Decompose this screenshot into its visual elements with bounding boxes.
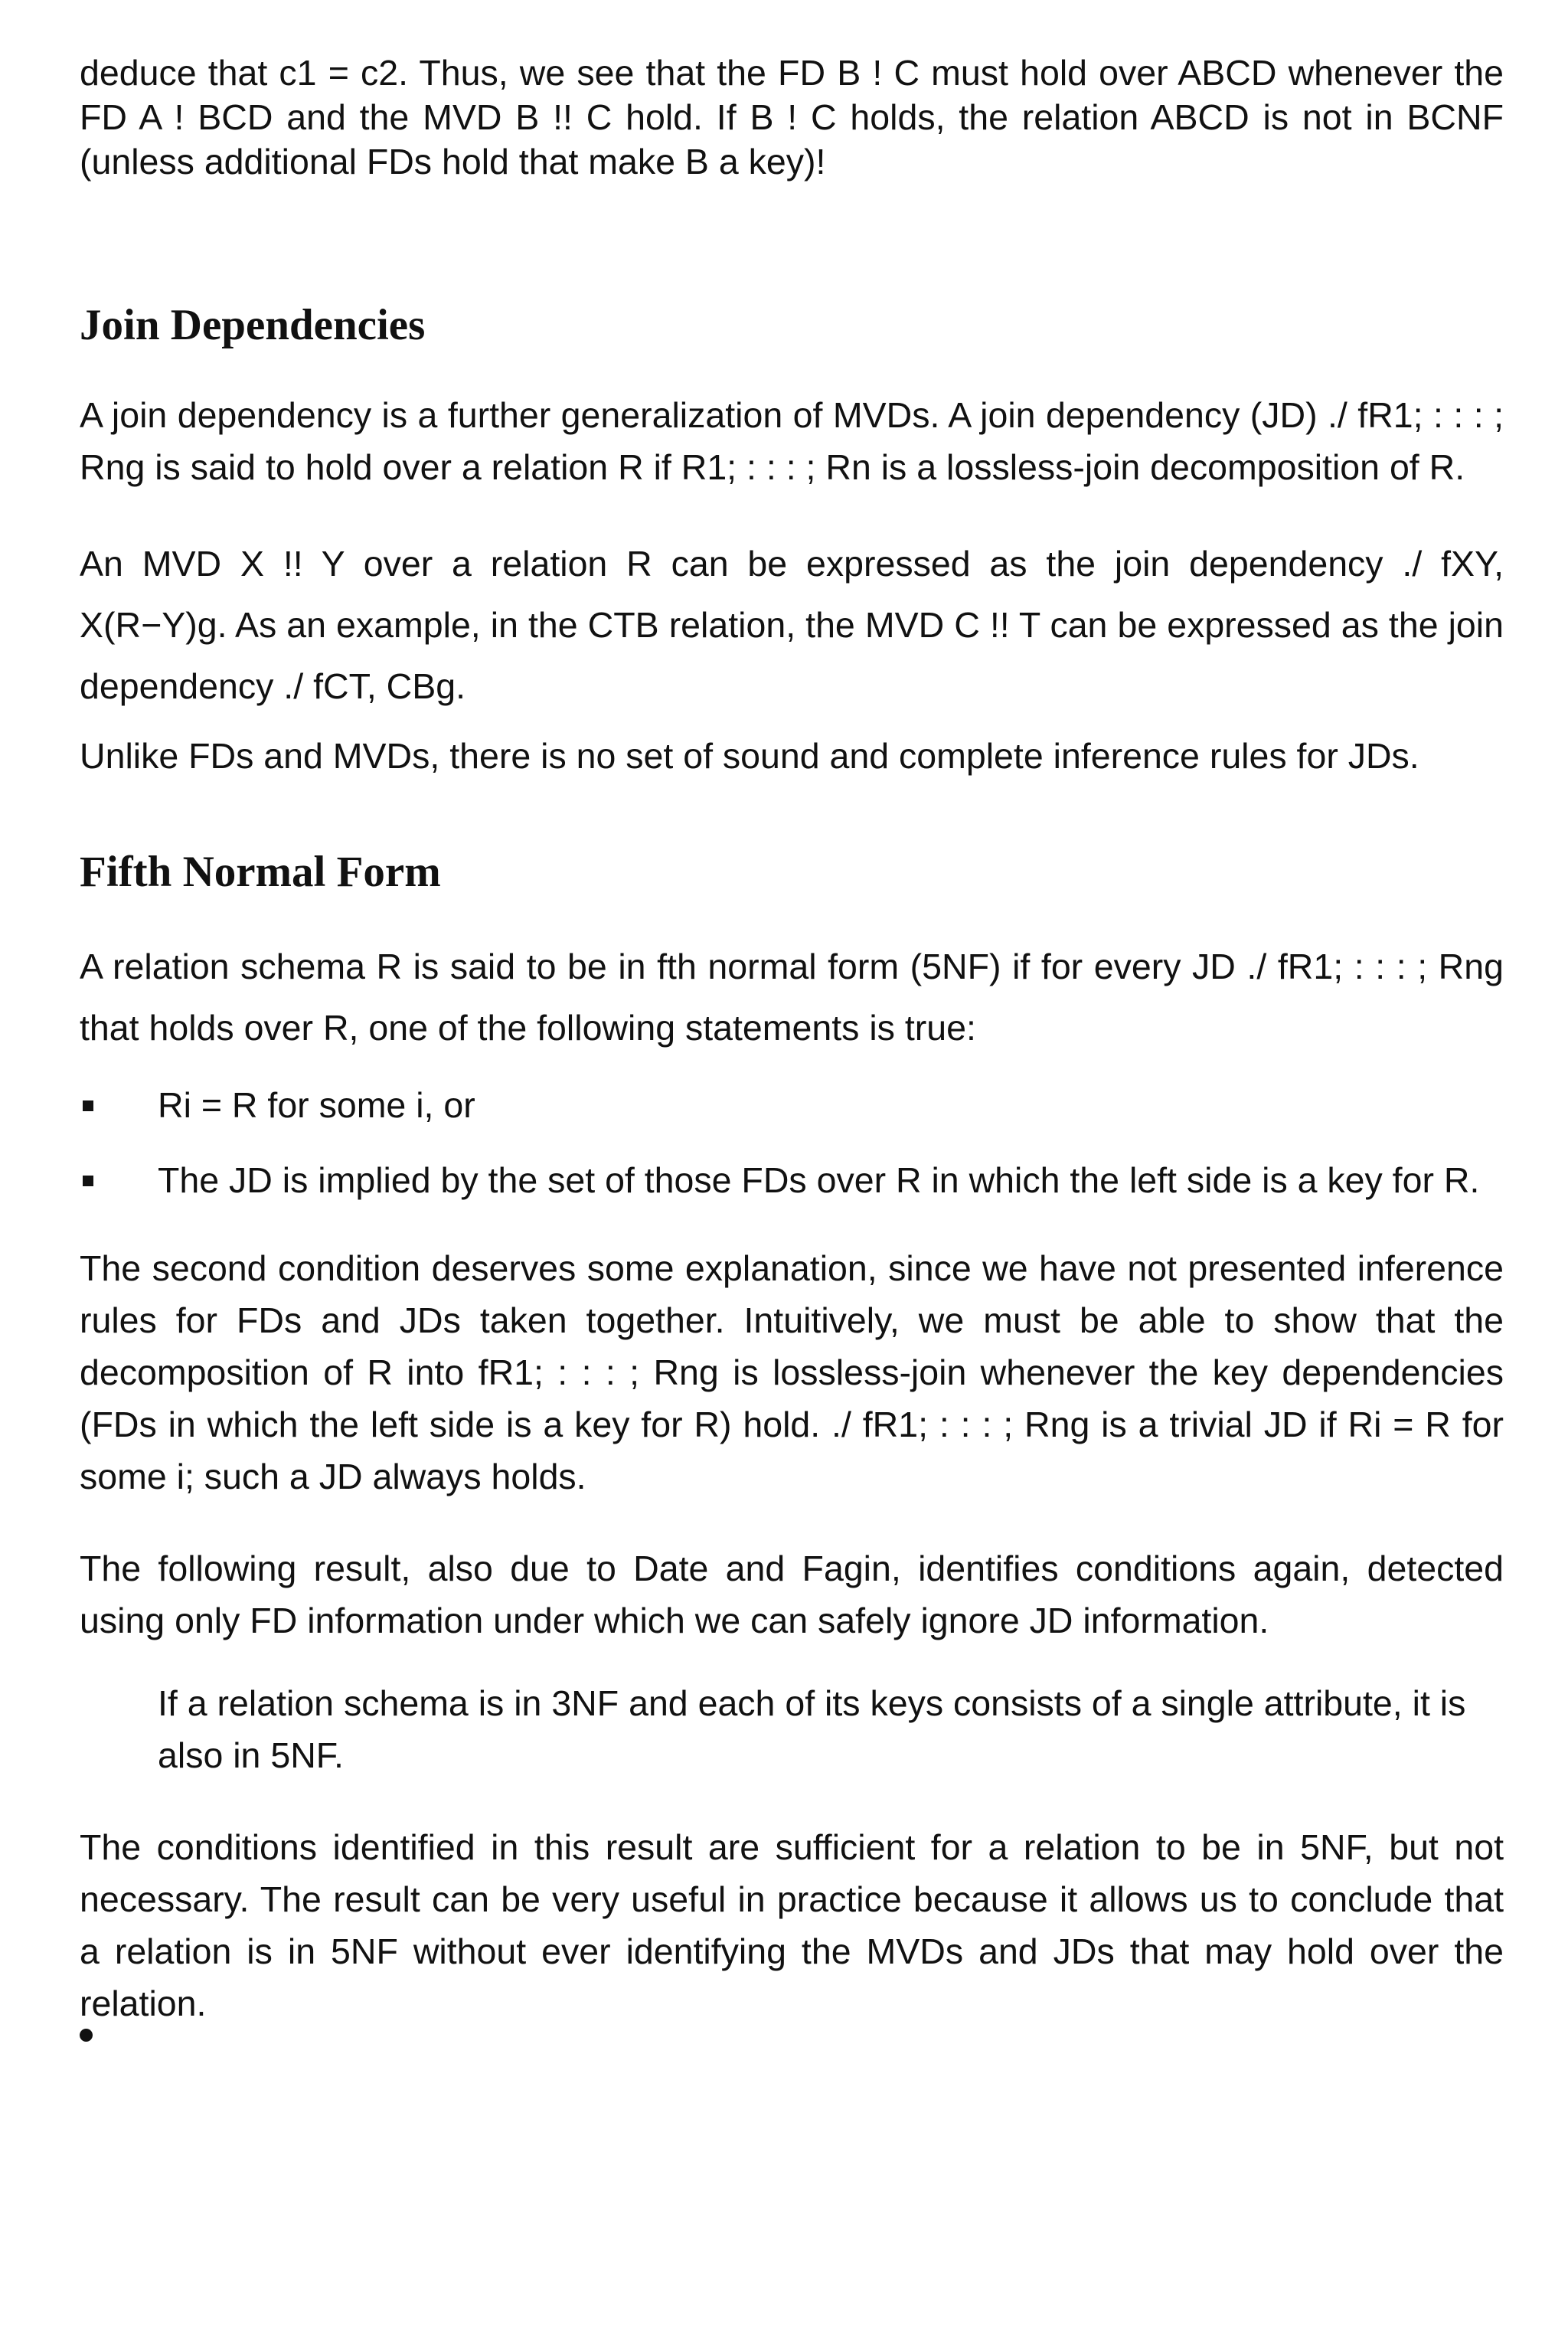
paragraph-result-statement: If a relation schema is in 3NF and each of its keys consists of a single attribute, it is also in 5NF. (158, 1683, 1466, 1775)
paragraph-no-inference-rules: Unlike FDs and MVDs, there is no set of sound and complete inference rules for JDs. (80, 736, 1419, 776)
paragraph-5nf-definition: A relation schema R is said to be in fth normal form (5NF) if for every JD ./ fR1; : : : ; Rng that holds over R, one of the following statements is true: (80, 947, 1504, 1048)
condition-list (80, 1083, 1504, 1202)
paragraph-jd-definition: A join dependency is a further generalization of MVDs. A join dependency (JD) ./ fR1; : : : ; Rng is said to hold over a relation R if R1; : : : ; Rn is a lossless-join decomposition of R. (80, 395, 1504, 487)
square-bullet-icon (83, 1100, 93, 1111)
list-item-text: The JD is implied by the set of those FDs over R in which the left side is a key for R. (158, 1160, 1480, 1200)
paragraph-date-fagin: The following result, also due to Date and Fagin, identifies conditions again, detected using only FD information under which we can safely ignore JD information. (80, 1548, 1504, 1640)
list-item (80, 1083, 1504, 1127)
heading-join-dependencies: Join Dependencies (80, 301, 426, 349)
document-page (80, 51, 1504, 2029)
paragraph-conclusion: The conditions identified in this result are sufficient for a relation to be in 5NF, but not necessary. The result can be very useful in practice because it allows us to conclude that a relation is in 5NF without ever identifying the MVDs and JDs that may hold over the relation. (80, 1827, 1504, 2023)
paragraph-second-condition: The second condition deserves some explanation, since we have not presented inference rules for FDs and JDs taken together. Intuitively, we must be able to show that the decomposition of R into fR1; : : : ; Rng is lossless-join whenever the key dependencies (FDs in which the left side is a key for R) hold. ./ fR1; : : : ; Rng is a trivial JD if Ri = R for some i; such a JD always holds. (80, 1248, 1504, 1496)
heading-fifth-normal-form: Fifth Normal Form (80, 848, 441, 896)
square-bullet-icon (83, 1176, 93, 1186)
list-item (80, 1158, 1504, 1202)
paragraph-bcnf-conclusion: deduce that c1 = c2. Thus, we see that the FD B ! C must hold over ABCD whenever the FD A ! BCD and the MVD B !! C hold. If B ! C holds, the relation ABCD is not in BCNF (unless additional FDs hold that make B a key)! (80, 53, 1504, 182)
stray-dot-mark (80, 2029, 93, 2042)
paragraph-mvd-as-jd: An MVD X !! Y over a relation R can be expressed as the join dependency ./ fXY, X(R−Y)g. As an example, in the CTB relation, the MVD C !! T can be expressed as the join dependency ./ fCT, CBg. (80, 544, 1504, 706)
list-item-text: Ri = R for some i, or (158, 1085, 475, 1125)
